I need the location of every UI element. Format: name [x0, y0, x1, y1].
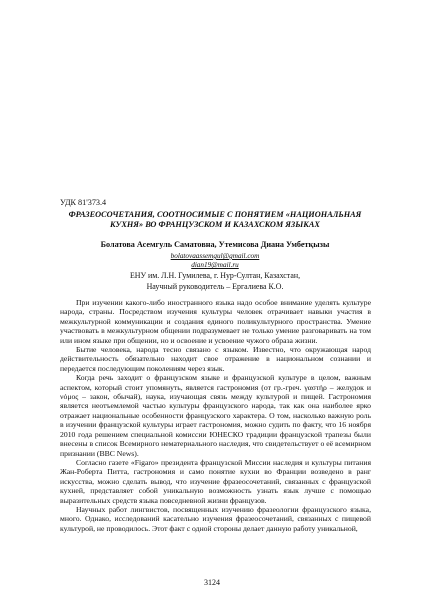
affiliation: ЕНУ им. Л.Н. Гумилева, г. Нур-Султан, Казахстан, [129, 271, 301, 280]
author-names: Болатова Асемгуль Саматовна, Утемисова Диана Умбетқызы [100, 240, 330, 249]
page-number: 3124 [204, 578, 220, 587]
body-paragraph: Когда речь заходит о французском языке и французской культуре в целом, важным аспектом, который стоит упомянуть, является гастрономия (от гр.-греч. γαστήρ – желудок и νόμος – закон, обычай), наука, изучающая связь между культурой и пищей. Гастрономия является неотъемлемой частью культуры французского народа, так как она наиболее ярко отражает национальные особенности французского характера. О том, насколько важную роль в изучении французской культуры играет гастрономия, можно судить по факту, что 16 ноября 2010 года решением специальной комиссии ЮНЕСКО традиции французской трапезы были внесены в список Всемирного нематериального наследия, что свидетельствует о её всемирном признании (BBC News). [60, 373, 371, 458]
body-paragraph: Научных работ лингвистов, посвященных изучению фразеологии французского языка, много. Однако, исследований касательно изучения фразеосочетаний, связанных с пищевой культурой, не проводилось. Этот факт с одной стороны делает данную работу уникальной, [60, 504, 371, 533]
article-body [60, 298, 371, 533]
affiliation-block [60, 271, 370, 292]
author-email-1[interactable]: bolatovaassemgul@gmail.com [170, 252, 260, 260]
udc-code: УДК 81'373.4 [60, 198, 107, 207]
supervisor: Научный руководитель – Ергалиева К.О. [146, 281, 284, 291]
body-paragraph: Согласно газете «Figaro» президента французской Миссии наследия и культуры питания Жан-Роберта Питта, гастрономия и само понятие кухни во Франции возведено в ранг искусства, можно сделать вывод, что изучение фразеосочетаний, связанных с французской кухней, представляет собой уникальную возможность узнать язык лучше с помощью выразительных средств языка повседневной жизни французов. [60, 457, 371, 505]
body-paragraph: Бытие человека, народа тесно связано с языком. Известно, что окружающая народ действительность обязательно находит свое отражение в национальном сознании и передается последующим поколениям через язык. [60, 345, 371, 373]
author-email-2[interactable]: dian19@mail.ru [191, 261, 239, 269]
article-title: ФРАЗЕОСОЧЕТАНИЯ, СООТНОСИМЫЕ С ПОНЯТИЕМ «НАЦИОНАЛЬНАЯ КУХНЯ» ВО ФРАНЦУЗСКОМ И КАЗАХСКОМ ЯЗЫКАХ [68, 210, 362, 229]
body-paragraph: При изучении какого-либо иностранного языка надо особое внимание уделять культуре народа, страны. Посредством изучения культуры человек отрачивает навыки участия в межкультурной коммуникации и создания единого поликультурного пространства. Умение участвовать в межкультурном общении подразумевает не только умение разговаривать на том или ином языке при общении, но и освоение и усвоение чужого образа жизни. [60, 298, 371, 345]
